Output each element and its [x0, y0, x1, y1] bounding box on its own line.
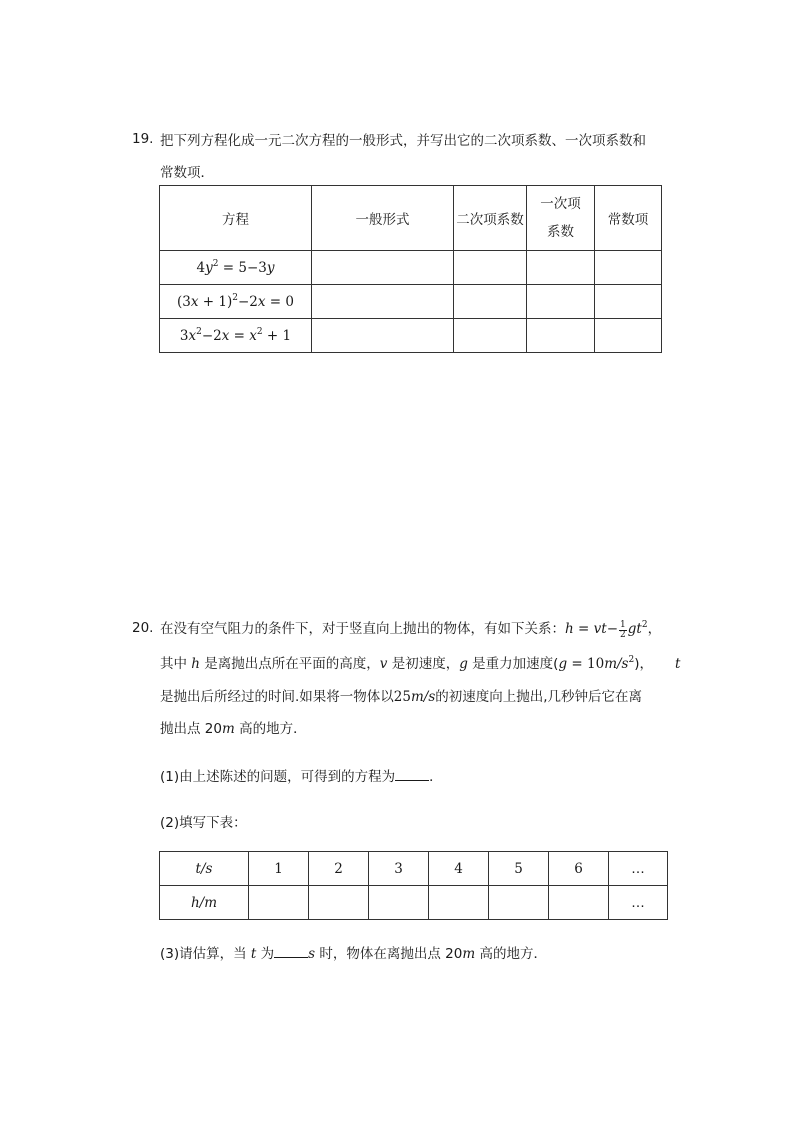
row-label-height: h/m	[160, 886, 249, 920]
height-cell-1[interactable]	[249, 886, 309, 920]
header-constant-term: 常数项	[595, 186, 662, 251]
linear-coefficient-cell-3[interactable]	[527, 319, 595, 353]
answer-blank-time[interactable]	[274, 945, 308, 958]
header-quadratic-coefficient: 二次项系数	[454, 186, 527, 251]
question-20-text-line1: 在没有空气阻力的条件下，对于竖直向上抛出的物体，有如下关系：h = vt− $\frac{1}{2}$ $gt^2$，	[160, 620, 662, 640]
height-cell-3[interactable]	[369, 886, 429, 920]
table-row	[160, 886, 668, 920]
quadratic-coefficient-cell-1[interactable]	[454, 251, 527, 285]
height-cell-6[interactable]	[549, 886, 609, 920]
constant-term-cell-1[interactable]	[595, 251, 662, 285]
answer-blank-equation[interactable]	[395, 768, 429, 781]
question-20-text-line4: 抛出点 20m 高的地方．	[160, 721, 307, 737]
question-20-number: 20.	[132, 620, 154, 636]
header-general-form: 一般形式	[312, 186, 454, 251]
linear-coefficient-cell-1[interactable]	[527, 251, 595, 285]
height-ellipsis: …	[609, 886, 668, 920]
time-value-3: 3	[369, 852, 429, 886]
table-row	[160, 319, 662, 353]
equation-cell-3: $3x^2-2x = x^2 + 1$	[160, 319, 312, 353]
height-cell-2[interactable]	[309, 886, 369, 920]
header-linear-coefficient-line2: 系数	[547, 224, 574, 240]
table-row	[160, 285, 662, 319]
equation-cell-2: $(3x + 1)^2-2x = 0$	[160, 285, 312, 319]
row-label-time: t/s	[160, 852, 249, 886]
one-half-fraction: $\frac{1}{2}$	[620, 620, 626, 640]
header-equation: 方程	[160, 186, 312, 251]
linear-coefficient-cell-2[interactable]	[527, 285, 595, 319]
time-value-ellipsis: …	[609, 852, 668, 886]
height-cell-5[interactable]	[489, 886, 549, 920]
time-value-1: 1	[249, 852, 309, 886]
question-19-number: 19.	[132, 131, 154, 147]
general-form-cell-2[interactable]	[312, 285, 454, 319]
question-20-part1: (1)由上述陈述的问题，可得到的方程为 ．	[160, 769, 443, 785]
question-20-text-line3: 是抛出后所经过的时间.如果将一物体以25m/s的初速度向上抛出,几秒钟后它在离	[160, 689, 643, 705]
quadratic-coefficient-cell-3[interactable]	[454, 319, 527, 353]
constant-term-cell-3[interactable]	[595, 319, 662, 353]
question-19-table	[159, 185, 662, 353]
header-linear-coefficient-line1: 一次项	[540, 196, 581, 212]
time-value-2: 2	[309, 852, 369, 886]
question-20-table	[159, 851, 668, 920]
question-19-text-line2: 常数项．	[160, 165, 214, 181]
question-20-part2: (2)填写下表：	[160, 815, 247, 831]
time-value-6: 6	[549, 852, 609, 886]
question-20-text-line2: 其中 h 是离抛出点所在平面的高度，v 是初速度，g 是重力加速度$(g = 10m/s^2)$， t	[160, 655, 681, 672]
general-form-cell-1[interactable]	[312, 251, 454, 285]
constant-term-cell-2[interactable]	[595, 285, 662, 319]
time-value-5: 5	[489, 852, 549, 886]
table-row	[160, 251, 662, 285]
general-form-cell-3[interactable]	[312, 319, 454, 353]
equation-cell-1: $4y^2 = 5-3y$	[160, 251, 312, 285]
height-cell-4[interactable]	[429, 886, 489, 920]
quadratic-coefficient-cell-2[interactable]	[454, 285, 527, 319]
time-value-4: 4	[429, 852, 489, 886]
table-row	[160, 852, 668, 886]
question-20-part3: (3)请估算，当 t 为 s 时，物体在离抛出点 20m 高的地方．	[160, 946, 547, 962]
kinematics-formula: h = vt− $\frac{1}{2}$ $gt^2$	[565, 620, 648, 640]
header-linear-coefficient	[527, 186, 595, 251]
question-19-text-line1: 把下列方程化成一元二次方程的一般形式，并写出它的二次项系数、一次项系数和	[160, 133, 646, 149]
